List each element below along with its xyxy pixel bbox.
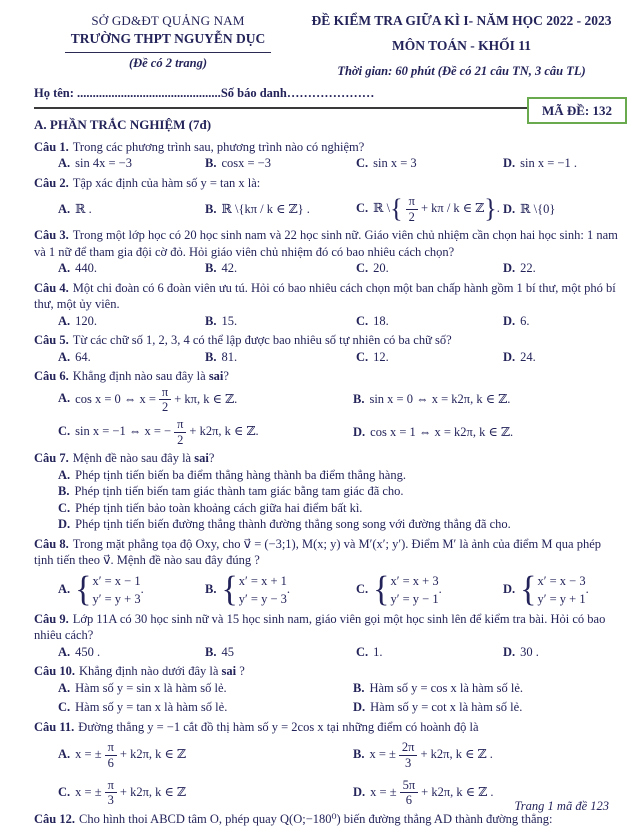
question-number: Câu 8. [34,536,69,551]
question-number: Câu 12. [34,811,75,826]
question-4-options [58,313,621,330]
option-a: A. 440. [58,261,98,276]
equation-system: { x′ = x + 1 y′ = y − 3 [221,569,287,609]
option-c: C. Hàm số y = tan x là hàm số lẻ. [58,700,228,715]
department-name: SỞ GD&ĐT QUẢNG NAM [91,13,245,28]
brace-open: { [390,194,403,224]
option-c: C. 1. [356,644,383,659]
question-7-options [58,467,621,533]
option-c: C. x = ± $\frac{\pi}{3}$ + k2π, k ∈ ℤ [58,778,187,808]
option-b: B. cosx = −3 [205,156,271,171]
question-3-stem [34,227,621,260]
option-c: C. sin x = −1 ⇔ x = − $\frac{\pi}{2}$ + k2π, k ∈ ℤ. [58,417,259,447]
question-9 [34,611,621,661]
system-brace: { [373,569,390,609]
question-2-options [58,194,621,224]
option-c: C. 12. [356,349,389,364]
question-number: Câu 2. [34,175,69,190]
question-text: Trong một lớp học có 20 học sinh nam và 22 học sinh nữ. Giáo viên chủ nhiệm cần chọn hai học sinh: 1 nam và 1 nữ để tham gia đội cờ đỏ. Hỏi giáo viên chủ nhiệm đó có bao nhiêu cách chọn? [34,228,618,259]
exam-subject: MÔN TOÁN - KHỐI 11 [391,37,531,53]
option-d: D. Phép tịnh tiến biến đường thẳng thành đường thẳng song song với đường thẳng đã cho. [58,517,511,532]
option-c: C. Phép tịnh tiến bảo toàn khoảng cách giữa hai điểm bất kì. [58,500,363,515]
question-text: Từ các chữ số 1, 2, 3, 4 có thể lập được bao nhiêu số tự nhiên có ba chữ số? [72,333,452,348]
equation-system: { x′ = x + 3 y′ = y − 1 [373,569,439,609]
question-7-stem: Câu 7. Mệnh đề nào sau đây là sai? [34,451,215,466]
question-number: Câu 5. [34,333,69,348]
fraction: $\frac{\pi}{2}$ [159,385,171,415]
option-d: D. cos x = 1 ⇔ x = k2π, k ∈ ℤ. [353,424,514,439]
question-7 [34,450,621,533]
question-number: Câu 10. [34,664,75,679]
option-b: B. Hàm số y = cos x là hàm số lẻ. [353,680,524,695]
question-8 [34,536,621,608]
option-a: A. cos x = 0 ⇔ x = $\frac{\pi}{2}$ + kπ, k ∈ ℤ. [58,384,238,414]
equation-system: { x′ = x − 3 y′ = y + 1 [520,569,586,609]
exam-duration: Thời gian: 60 phút (Đề có 21 câu TN, 3 câu TL) [337,63,586,78]
header-left [34,12,302,79]
sbd-field-label: Số báo danh………………… [220,86,375,101]
pages-note: (Đề có 2 trang) [128,55,208,70]
option-b: B. 45 [205,644,234,659]
option-a: A. sin 4x = −3 [58,156,132,171]
option-b: B. 81. [205,349,238,364]
option-a: A. 64. [58,349,91,364]
question-10-options [58,680,621,716]
question-6-stem: Câu 6. Khẳng định nào sau đây là sai? [34,369,229,384]
exam-title: ĐỀ KIỂM TRA GIỮA KÌ I- NĂM HỌC 2022 - 2023 [311,13,612,28]
option-c: C. 18. [356,313,389,328]
question-number: Câu 7. [34,451,69,466]
option-c: C. 20. [356,261,389,276]
header-right [302,12,621,79]
option-d: D. 22. [503,261,536,276]
header [34,12,621,79]
option-b: B. 15. [205,313,238,328]
option-b: B. 42. [205,261,238,276]
fraction: $\frac{\pi}{2}$ [406,194,418,224]
question-text: Trong mặt phẳng tọa độ Oxy, cho v⃗ = (−3;1), M(x; y) và M′(x′; y′). Điểm M′ là ảnh của điểm M qua phép tịnh tiến theo v⃗. Mệnh đề nào sau đây đúng ? [34,536,602,568]
equation-system: { x′ = x − 1 y′ = y + 3 [75,569,141,609]
option-b: B. sin x = 0 ⇔ x = k2π, k ∈ ℤ. [353,392,511,407]
option-c: C. { x′ = x + 3 y′ = y − 1 . [356,569,442,609]
question-9-options [58,644,621,661]
question-6 [34,368,621,447]
question-1-options [58,155,621,172]
question-number: Câu 9. [34,611,69,626]
question-text: Đường thẳng y = −1 cắt đồ thị hàm số y = 2cos x tại những điểm có hoành độ là [78,719,479,734]
option-c: C. sin x = 3 [356,156,417,171]
fraction: $\frac{5\pi}{6}$ [400,778,419,808]
question-number: Câu 11. [34,719,75,734]
option-d: D. 30 . [503,644,539,659]
system-brace: { [75,569,92,609]
question-10-stem: Câu 10. Khẳng định nào dưới đây là sai ? [34,664,245,679]
question-number: Câu 1. [34,139,69,154]
brace-close: } [484,194,497,224]
question-8-options [58,569,621,609]
option-a: A. 450 . [58,644,101,659]
fraction: $\frac{\pi}{3}$ [105,778,117,808]
question-4 [34,280,621,330]
fraction: $\frac{\pi}{6}$ [105,740,117,770]
question-5 [34,332,621,365]
question-text: Một chi đoàn có 6 đoàn viên ưu tú. Hỏi có bao nhiêu cách chọn một ban chấp hành gồm 1 bí thư, một phó bí thư, một ủy viên. [34,280,616,312]
question-text: Lớp 11A có 30 học sinh nữ và 15 học sinh nam, giáo viên gọi một học sinh lên để kiểm tra bài. Hỏi có bao nhiêu cách? [34,611,606,643]
question-6-options [58,385,621,448]
question-number: Câu 6. [34,369,69,384]
page-footer: Trang 1 mã đề 123 [514,798,609,813]
option-b: B. { x′ = x + 1 y′ = y − 3 . [205,569,291,609]
option-d: D. sin x = −1 . [503,156,577,171]
section-a-title: A. PHẦN TRẮC NGHIỆM (7đ) [34,116,212,132]
question-text: Cho hình thoi ABCD tâm O, phép quay Q(O;−180⁰) biến đường thẳng AD thành đường thẳng: [78,811,553,826]
question-text: Tập xác định của hàm số y = tan x là: [72,175,261,190]
name-field-label: Họ tên: .............................................. [34,86,221,101]
option-d: D. 24. [503,349,536,364]
question-2 [34,175,621,224]
option-a: A. Phép tịnh tiến biến ba điểm thẳng hàng thành ba điểm thẳng hàng. [58,467,406,482]
option-d: D. { x′ = x − 3 y′ = y + 1 . [503,569,589,609]
option-a: A. 120. [58,313,98,328]
option-d: D. 6. [503,313,530,328]
question-8-stem [34,536,621,569]
option-b: B. Phép tịnh tiến biến tam giác thành tam giác bằng tam giác đã cho. [58,484,404,499]
question-number: Câu 3. [34,228,69,243]
option-a: A. ℝ . [58,201,92,216]
option-b: B. ℝ \{kπ / k ∈ ℤ} . [205,201,310,216]
exam-code-box: MÃ ĐỀ: 132 [527,97,627,124]
question-2-stem [34,175,621,192]
option-a: A. { x′ = x − 1 y′ = y + 3 . [58,569,144,609]
question-11-stem [34,719,621,736]
question-3-options [58,260,621,277]
option-d: D. Hàm số y = cot x là hàm số lẻ. [353,700,523,715]
question-1 [34,139,621,172]
question-1-stem [34,139,621,156]
option-d: D. x = ± $\frac{5\pi}{6}$ + k2π, k ∈ ℤ . [353,778,494,808]
option-a: A. x = ± $\frac{\pi}{6}$ + k2π, k ∈ ℤ [58,740,187,770]
option-b: B. x = ± $\frac{2\pi}{3}$ + k2π, k ∈ ℤ . [353,740,493,770]
school-name: TRƯỜNG THPT NGUYỄN DỤC [65,29,271,53]
option-d: D. ℝ \{0} [503,201,556,216]
question-11 [34,719,621,808]
fraction: $\frac{2\pi}{3}$ [399,740,418,770]
option-c: C. ℝ \{ $\frac{\pi}{2}$ + kπ / k ∈ ℤ}. [356,194,500,224]
fraction: $\frac{\pi}{2}$ [174,417,186,447]
system-brace: { [520,569,537,609]
question-number: Câu 4. [34,280,69,295]
question-5-stem [34,332,621,349]
system-brace: { [221,569,238,609]
question-4-stem [34,280,621,313]
question-10 [34,663,621,716]
question-5-options [58,349,621,366]
question-3 [34,227,621,277]
question-9-stem [34,611,621,644]
question-text: Trong các phương trình sau, phương trình nào có nghiệm? [72,139,365,154]
option-a: A. Hàm số y = sin x là hàm số lẻ. [58,680,227,695]
